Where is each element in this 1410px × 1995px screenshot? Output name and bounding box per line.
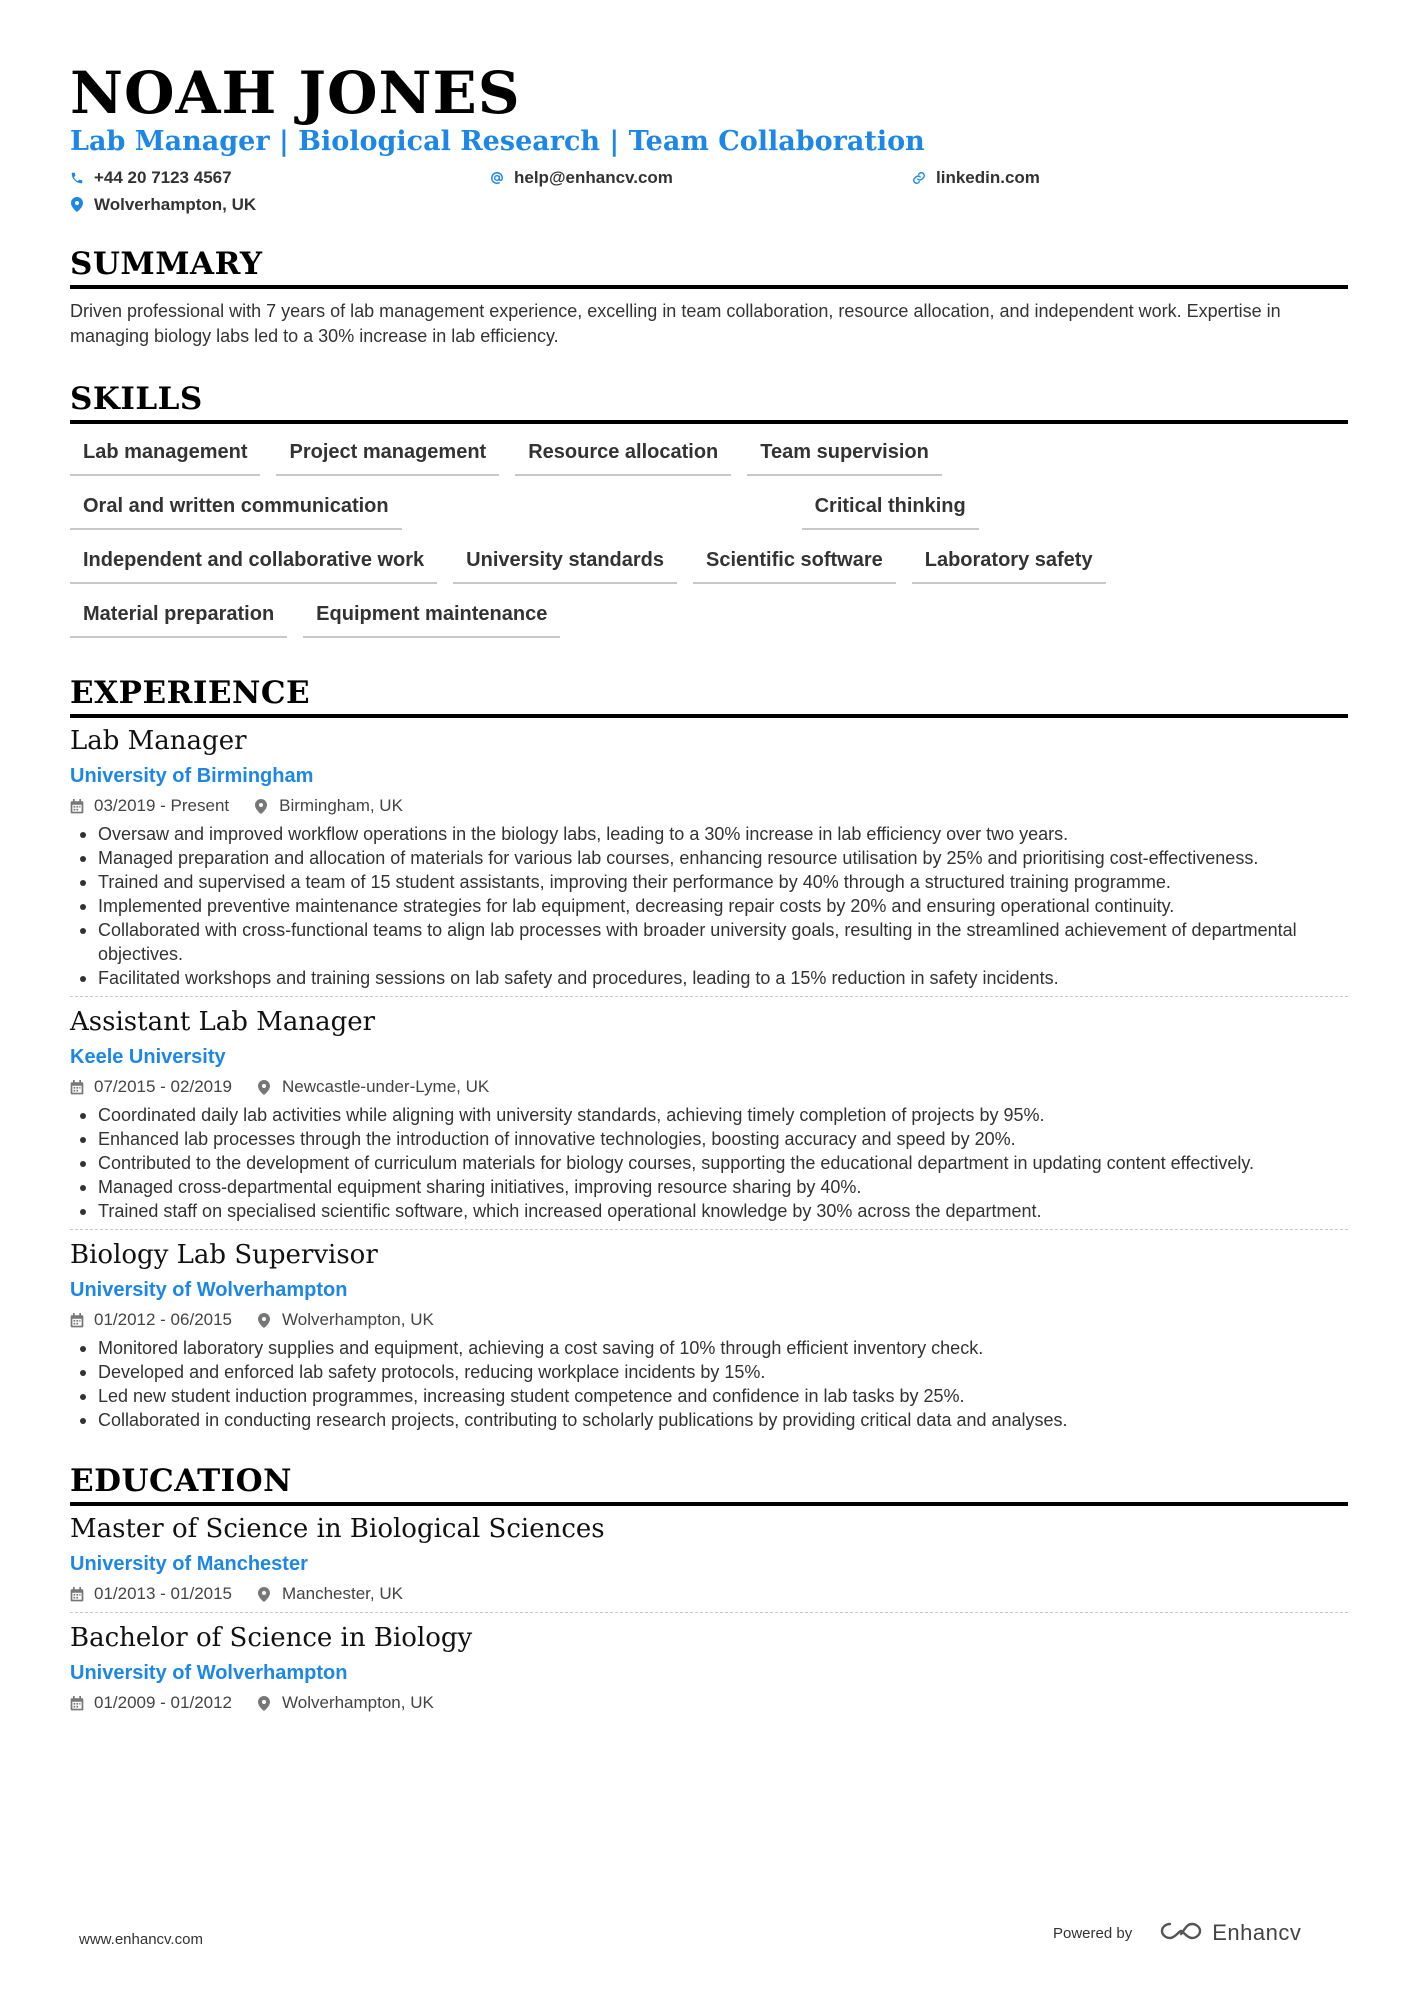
skill-tag: Oral and written communication — [70, 490, 402, 530]
education-meta — [70, 1691, 1348, 1715]
phone-text: +44 20 7123 4567 — [94, 167, 232, 187]
skill-tag: Laboratory safety — [912, 544, 1106, 584]
section-title-skills: SKILLS — [70, 380, 1348, 424]
calendar-icon — [70, 1313, 85, 1328]
headline: Lab Manager | Biological Research | Team Collaboration — [70, 126, 925, 157]
phone-icon — [70, 171, 84, 185]
education-entry — [70, 1621, 1348, 1721]
list-item: Developed and enforced lab safety protocols, reducing workplace incidents by 15%. — [70, 1360, 1348, 1384]
list-item: Led new student induction programmes, increasing student competence and confidence in lab tasks by 25%. — [70, 1384, 1348, 1408]
summary-text: Driven professional with 7 years of lab management experience, excelling in team collaboration, resource allocation, and independent work. Expertise in managing biology labs led to a 30% increase in lab efficiency. — [70, 301, 1281, 346]
education-location: Manchester, UK — [282, 1584, 403, 1603]
experience-section — [70, 674, 1348, 1438]
contact-phone — [70, 168, 490, 188]
experience-entry — [70, 724, 1348, 997]
location-pin-icon — [258, 1080, 273, 1095]
powered-by-label: Powered by — [1053, 1924, 1133, 1942]
calendar-icon — [70, 1587, 85, 1602]
calendar-icon — [70, 1696, 85, 1711]
link-icon — [912, 171, 926, 185]
resume — [70, 60, 1348, 1721]
organization: University of Wolverhampton — [70, 1279, 348, 1301]
list-item: Implemented preventive maintenance strategies for lab equipment, decreasing repair costs by 20% and ensuring operational continuity. — [70, 894, 1348, 918]
contact-location — [70, 195, 256, 215]
institution: University of Wolverhampton — [70, 1662, 348, 1684]
skill-tag: Material preparation — [70, 598, 287, 638]
list-item: Facilitated workshops and training sessions on lab safety and procedures, leading to a 15% reduction in safety incidents. — [70, 966, 1348, 990]
location-pin-icon — [258, 1313, 273, 1328]
job-title: Biology Lab Supervisor — [70, 1240, 378, 1270]
skill-tag: University standards — [453, 544, 677, 584]
organization: University of Birmingham — [70, 765, 314, 787]
list-item: Monitored laboratory supplies and equipment, achieving a cost saving of 10% through efficient inventory check. — [70, 1336, 1348, 1360]
location-text: Wolverhampton, UK — [94, 194, 257, 214]
linkedin-text[interactable]: linkedin.com — [936, 167, 1040, 187]
job-meta — [70, 1075, 1348, 1099]
job-location: Newcastle-under-Lyme, UK — [282, 1077, 490, 1096]
job-title: Lab Manager — [70, 726, 247, 756]
skill-tag: Resource allocation — [515, 436, 731, 476]
list-item: Contributed to the development of curriculum materials for biology courses, supporting the educational department in updating content effectively. — [70, 1151, 1348, 1175]
contact-linkedin[interactable] — [912, 168, 1040, 188]
job-meta — [70, 1308, 1348, 1332]
skill-tag: Equipment maintenance — [303, 598, 560, 638]
job-location: Birmingham, UK — [279, 796, 403, 815]
location-pin-icon — [258, 1587, 273, 1602]
education-entry — [70, 1512, 1348, 1613]
job-bullets — [70, 1336, 1348, 1432]
experience-entry — [70, 1238, 1348, 1438]
job-dates: 01/2012 - 06/2015 — [94, 1310, 233, 1329]
skills-list — [70, 436, 1348, 652]
at-icon — [490, 171, 504, 185]
skill-tag: Team supervision — [747, 436, 942, 476]
list-item: Trained and supervised a team of 15 student assistants, improving their performance by 40% through a structured training programme. — [70, 870, 1348, 894]
location-pin-icon — [70, 198, 84, 212]
education-location: Wolverhampton, UK — [282, 1693, 434, 1712]
job-dates: 03/2019 - Present — [94, 796, 230, 815]
section-title-education: EDUCATION — [70, 1462, 1348, 1506]
education-section — [70, 1462, 1348, 1721]
list-item: Coordinated daily lab activities while aligning with university standards, achieving timely completion of projects by 95%. — [70, 1103, 1348, 1127]
candidate-name: NOAH JONES — [70, 59, 521, 127]
job-title: Assistant Lab Manager — [70, 1007, 376, 1037]
list-item: Collaborated with cross-functional teams to align lab processes with broader university goals, resulting in the streamlined achievement of departmental objectives. — [70, 918, 1348, 966]
contact-info — [70, 164, 1348, 218]
education-dates: 01/2013 - 01/2015 — [94, 1584, 233, 1603]
list-item: Trained staff on specialised scientific software, which increased operational knowledge by 30% across the department. — [70, 1199, 1348, 1223]
skills-section — [70, 380, 1348, 652]
calendar-icon — [70, 1080, 85, 1095]
job-bullets — [70, 1103, 1348, 1223]
job-location: Wolverhampton, UK — [282, 1310, 434, 1329]
footer-powered-by — [1053, 1920, 1301, 1946]
summary-section — [70, 245, 1348, 349]
brand-logo[interactable] — [1158, 1920, 1301, 1946]
list-item: Enhanced lab processes through the introduction of innovative technologies, boosting accuracy and speed by 20%. — [70, 1127, 1348, 1151]
education-meta — [70, 1582, 1348, 1606]
organization: Keele University — [70, 1046, 226, 1068]
skill-tag: Independent and collaborative work — [70, 544, 437, 584]
calendar-icon — [70, 799, 85, 814]
skill-tag: Project management — [276, 436, 499, 476]
contact-email[interactable] — [490, 168, 912, 188]
skill-tag: Lab management — [70, 436, 260, 476]
brand-name: Enhancv — [1212, 1920, 1302, 1945]
footer-website[interactable]: www.enhancv.com — [79, 1931, 203, 1948]
location-pin-icon — [255, 799, 270, 814]
list-item: Collaborated in conducting research projects, contributing to scholarly publications by providing critical data and analyses. — [70, 1408, 1348, 1432]
location-pin-icon — [258, 1696, 273, 1711]
education-dates: 01/2009 - 01/2012 — [94, 1693, 233, 1712]
section-title-experience: EXPERIENCE — [70, 674, 1348, 718]
job-bullets — [70, 822, 1348, 990]
job-meta — [70, 794, 1348, 818]
institution: University of Manchester — [70, 1553, 308, 1575]
experience-entry — [70, 1005, 1348, 1230]
list-item: Managed cross-departmental equipment sharing initiatives, improving resource sharing by 40%. — [70, 1175, 1348, 1199]
skill-tag: Critical thinking — [802, 490, 979, 530]
header — [70, 60, 1348, 218]
email-text[interactable]: help@enhancv.com — [514, 167, 673, 187]
list-item: Oversaw and improved workflow operations in the biology labs, leading to a 30% increase in lab efficiency over two years. — [70, 822, 1348, 846]
degree-title: Bachelor of Science in Biology — [70, 1623, 473, 1653]
infinity-logo-icon — [1158, 1920, 1204, 1946]
degree-title: Master of Science in Biological Sciences — [70, 1514, 605, 1544]
list-item: Managed preparation and allocation of materials for various lab courses, enhancing resource utilisation by 25% and prioritising cost-effectiveness. — [70, 846, 1348, 870]
job-dates: 07/2015 - 02/2019 — [94, 1077, 233, 1096]
section-title-summary: SUMMARY — [70, 245, 1348, 289]
skill-tag: Scientific software — [693, 544, 896, 584]
